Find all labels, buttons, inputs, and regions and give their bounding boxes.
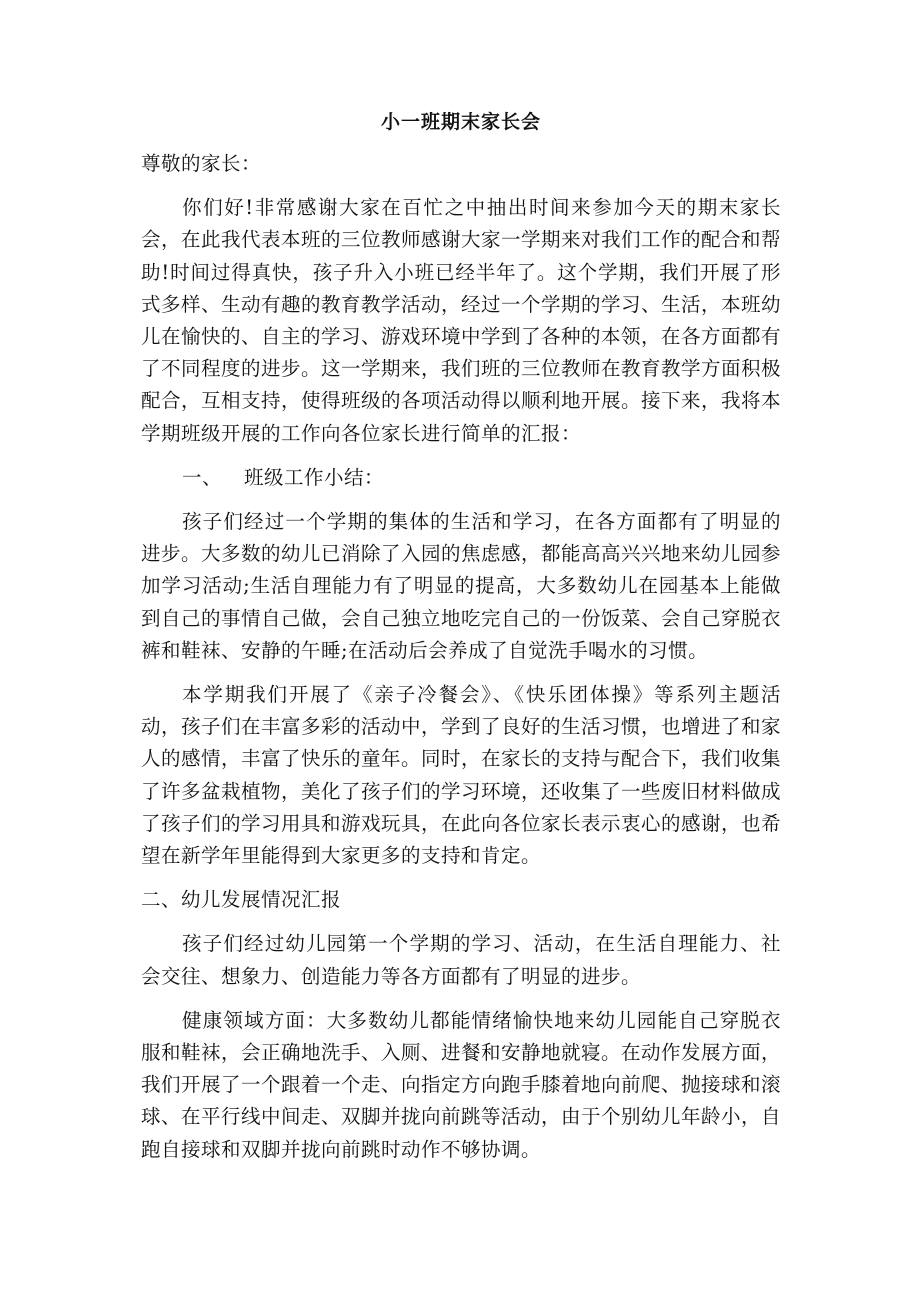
section-two-heading: 二、幼儿发展情况汇报 [141, 888, 342, 912]
greeting-line: 尊敬的家长： [141, 152, 262, 175]
document-title: 小一班期末家长会 [380, 111, 541, 133]
section-two-paragraph-2: 健康领域方面：大多数幼儿都能情绪愉快地来幼儿园能自己穿脱衣服和鞋袜，会正确地洗手、入厕、进餐和安静地就寝。在动作发展方面，我们开展了一个跟着一个走、向指定方向跑手膝着地向前爬、抛接球和滚球、在平行线中间走、双脚并拢向前跳等活动，由于个别幼儿年龄小，自跑自接球和双脚并拢向前跳时动作不够协调。 [141, 1008, 782, 1161]
section-one-heading [141, 462, 781, 494]
section-two-paragraph-1: 孩子们经过幼儿园第一个学期的学习、活动，在生活自理能力、社会交往、想象力、创造能力等各方面都有了明显的进步。 [141, 932, 781, 988]
section-one-title: 班级工作小结： [244, 465, 385, 489]
intro-paragraph: 你们好!非常感谢大家在百忙之中抽出时间来参加今天的期末家长会，在此我代表本班的三位教师感谢大家一学期来对我们工作的配合和帮助!时间过得真快，孩子升入小班已经半年了。这个学期，我们开展了形式多样、生动有趣的教育教学活动，经过一个学期的学习、生活，本班幼儿在愉快的、自主的学习、游戏环境中学到了各种的本领，在各方面都有了不同程度的进步。这一学期来，我们班的三位教师在教育教学方面积极配合，互相支持，使得班级的各项活动得以顺利地开展。接下来，我将本学期班级开展的工作向各位家长进行简单的汇报： [141, 196, 782, 445]
section-one-paragraph-1: 孩子们经过一个学期的集体的生活和学习，在各方面都有了明显的进步。大多数的幼儿已消除了入园的焦虑感，都能高高兴兴地来幼儿园参加学习活动;生活自理能力有了明显的提高，大多数幼儿在园基本上能做到自己的事情自己做，会自己独立地吃完自己的一份饭菜、会自己穿脱衣裤和鞋袜、安静的午睡;在活动后会养成了自觉洗手喝水的习惯。 [141, 510, 782, 662]
section-one-paragraph-2: 本学期我们开展了《亲子冷餐会》、《快乐团体操》等系列主题活动，孩子们在丰富多彩的活动中，学到了良好的生活习惯，也增进了和家人的感情，丰富了快乐的童年。同时，在家长的支持与配合下，我们收集了许多盆栽植物，美化了孩子们的学习环境，还收集了一些废旧材料做成了孩子们的学习用具和游戏玩具，在此向各位家长表示衷心的感谢，也希望在新学年里能得到大家更多的支持和肯定。 [141, 683, 782, 868]
section-one-number: 一、 [182, 465, 223, 489]
